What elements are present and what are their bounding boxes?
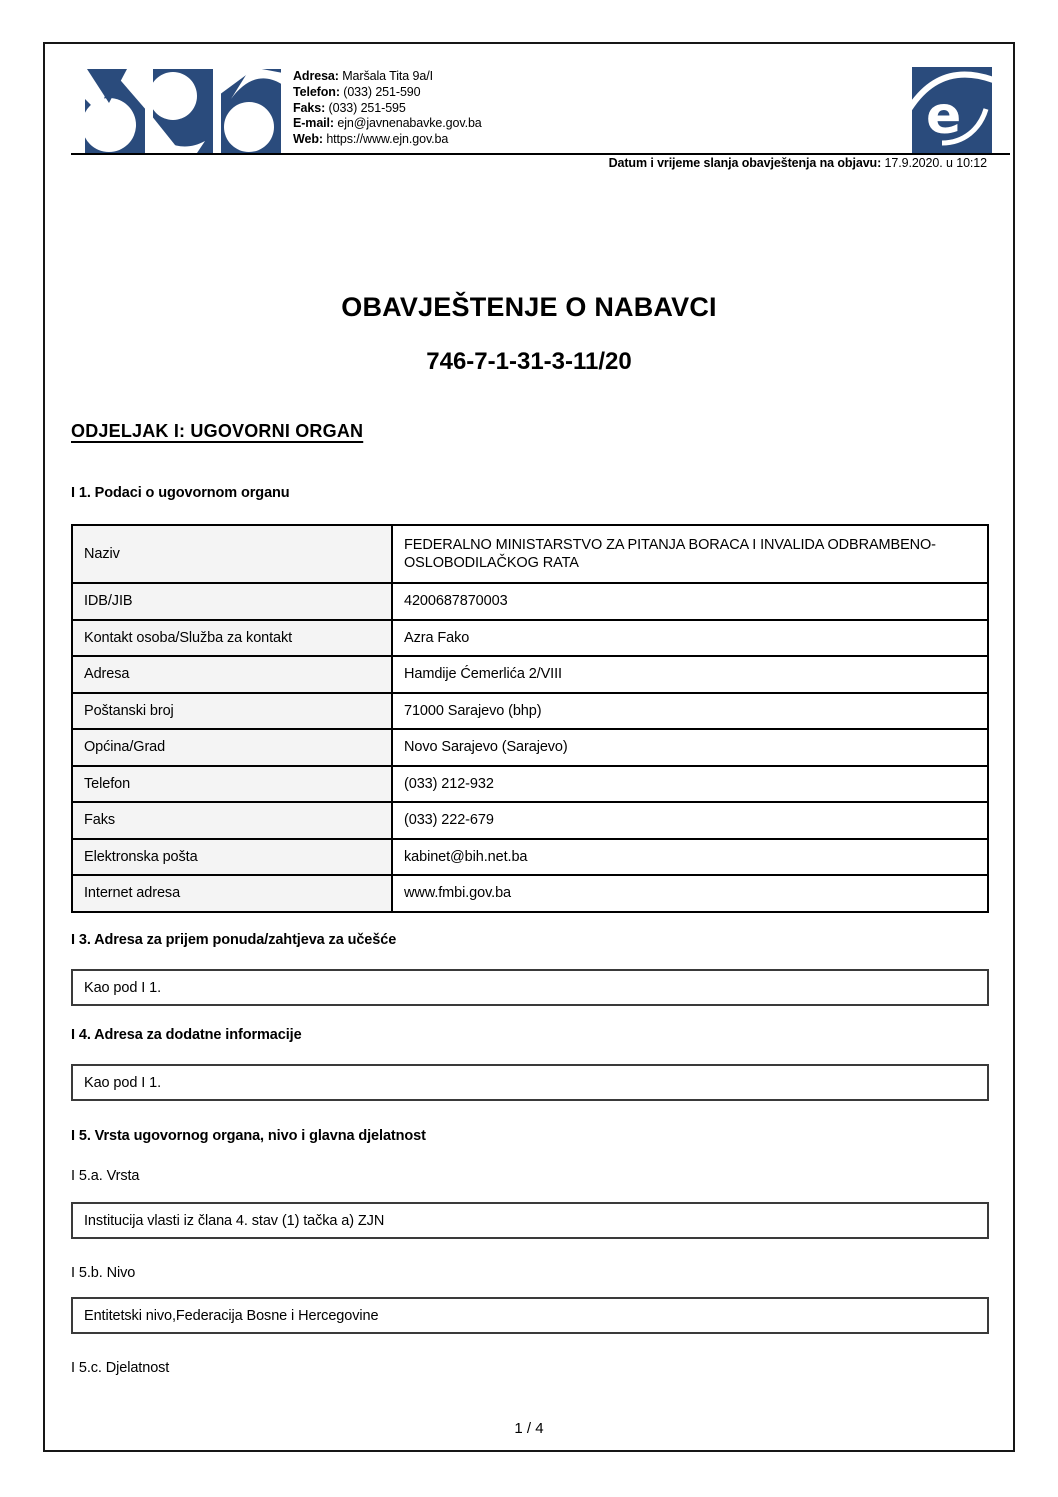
contact-value: ejn@javnenabavke.gov.ba — [337, 116, 482, 131]
table-row — [73, 765, 987, 802]
i5c-label: I 5.c. Djelatnost — [71, 1360, 170, 1376]
i1-heading: I 1. Podaci o ugovornom organu — [71, 485, 290, 501]
row-value: 4200687870003 — [393, 584, 987, 619]
org-info-table — [71, 524, 989, 913]
ajn-logo-shapes — [85, 69, 281, 153]
table-row — [73, 874, 987, 911]
table-row — [73, 728, 987, 765]
ajn-logo-icon — [85, 69, 281, 153]
contact-value: (033) 251-590 — [343, 84, 421, 99]
contact-value: Maršala Tita 9a/I — [342, 69, 433, 83]
contact-label: E-mail: — [293, 116, 334, 131]
ejn-emblem-icon — [912, 67, 992, 153]
contact-label: Telefon: — [293, 84, 340, 99]
contact-line-faks — [293, 101, 482, 117]
i5a-answer-text: Institucija vlasti iz člana 4. stav (1) tačka a) ZJN — [84, 1212, 385, 1229]
row-value: kabinet@bih.net.ba — [393, 840, 987, 875]
sent-date-value: 17.9.2020. u 10:12 — [884, 156, 987, 170]
table-row — [73, 692, 987, 729]
contact-label: Faks: — [293, 100, 326, 115]
notice-number: 746-7-1-31-3-11/20 — [426, 348, 632, 375]
emblem-letter-e: e — [926, 86, 962, 146]
row-value: 71000 Sarajevo (bhp) — [393, 694, 987, 729]
document-page — [43, 42, 1015, 1452]
contact-value: https://www.ejn.gov.ba — [326, 132, 449, 147]
row-value: Hamdije Ćemerlića 2/VIII — [393, 657, 987, 692]
i5a-answer-box — [71, 1202, 989, 1239]
i4-answer-text: Kao pod I 1. — [84, 1074, 161, 1091]
ajn-letter-a — [85, 69, 147, 153]
ajn-letter-j — [149, 69, 213, 153]
table-row — [73, 619, 987, 656]
i4-answer-box — [71, 1064, 989, 1101]
sent-date-line — [609, 156, 987, 170]
i5b-answer-text: Entitetski nivo,Federacija Bosne i Hercegovine — [84, 1307, 379, 1324]
contact-line-adresa — [293, 69, 482, 85]
row-label: Adresa — [73, 657, 393, 692]
row-value: Azra Fako — [393, 621, 987, 656]
row-label: Poštanski broj — [73, 694, 393, 729]
i5b-answer-box — [71, 1297, 989, 1334]
row-label: Naziv — [73, 526, 393, 582]
agency-contact-block — [293, 69, 482, 148]
row-value: www.fmbi.gov.ba — [393, 876, 987, 911]
contact-line-email — [293, 116, 482, 132]
i3-answer-box — [71, 969, 989, 1006]
row-value: (033) 222-679 — [393, 803, 987, 838]
i5a-label: I 5.a. Vrsta — [71, 1168, 140, 1184]
i3-heading: I 3. Adresa za prijem ponuda/zahtjeva za učešće — [71, 932, 397, 948]
ajn-letter-n — [219, 69, 281, 153]
i5b-label: I 5.b. Nivo — [71, 1265, 136, 1281]
section-i-heading: ODJELJAK I: UGOVORNI ORGAN — [71, 421, 364, 441]
row-value: FEDERALNO MINISTARSTVO ZA PITANJA BORACA I INVALIDA ODBRAMBENO-OSLOBODILAČKOG RATA — [393, 526, 987, 582]
table-row — [73, 526, 987, 582]
row-label: IDB/JIB — [73, 584, 393, 619]
row-label: Općina/Grad — [73, 730, 393, 765]
row-label: Elektronska pošta — [73, 840, 393, 875]
contact-value: (033) 251-595 — [328, 100, 406, 115]
table-row — [73, 655, 987, 692]
i3-answer-text: Kao pod I 1. — [84, 979, 161, 996]
row-label: Internet adresa — [73, 876, 393, 911]
row-value: (033) 212-932 — [393, 767, 987, 802]
contact-label: Web: — [293, 132, 323, 147]
contact-label: Adresa: — [293, 69, 339, 83]
sent-date-label: Datum i vrijeme slanja obavještenja na objavu: — [608, 156, 882, 170]
i5-heading: I 5. Vrsta ugovornog organa, nivo i glavna djelatnost — [71, 1128, 426, 1144]
row-value: Novo Sarajevo (Sarajevo) — [393, 730, 987, 765]
document-title: OBAVJEŠTENJE O NABAVCI — [341, 292, 717, 322]
row-label: Faks — [73, 803, 393, 838]
table-row — [73, 801, 987, 838]
i4-heading: I 4. Adresa za dodatne informacije — [71, 1027, 302, 1043]
row-label: Kontakt osoba/Služba za kontakt — [73, 621, 393, 656]
row-label: Telefon — [73, 767, 393, 802]
header-divider — [71, 153, 1010, 155]
page-number: 1 / 4 — [514, 1420, 544, 1437]
table-row — [73, 582, 987, 619]
table-row — [73, 838, 987, 875]
contact-line-telefon — [293, 85, 482, 101]
contact-line-web — [293, 132, 482, 148]
